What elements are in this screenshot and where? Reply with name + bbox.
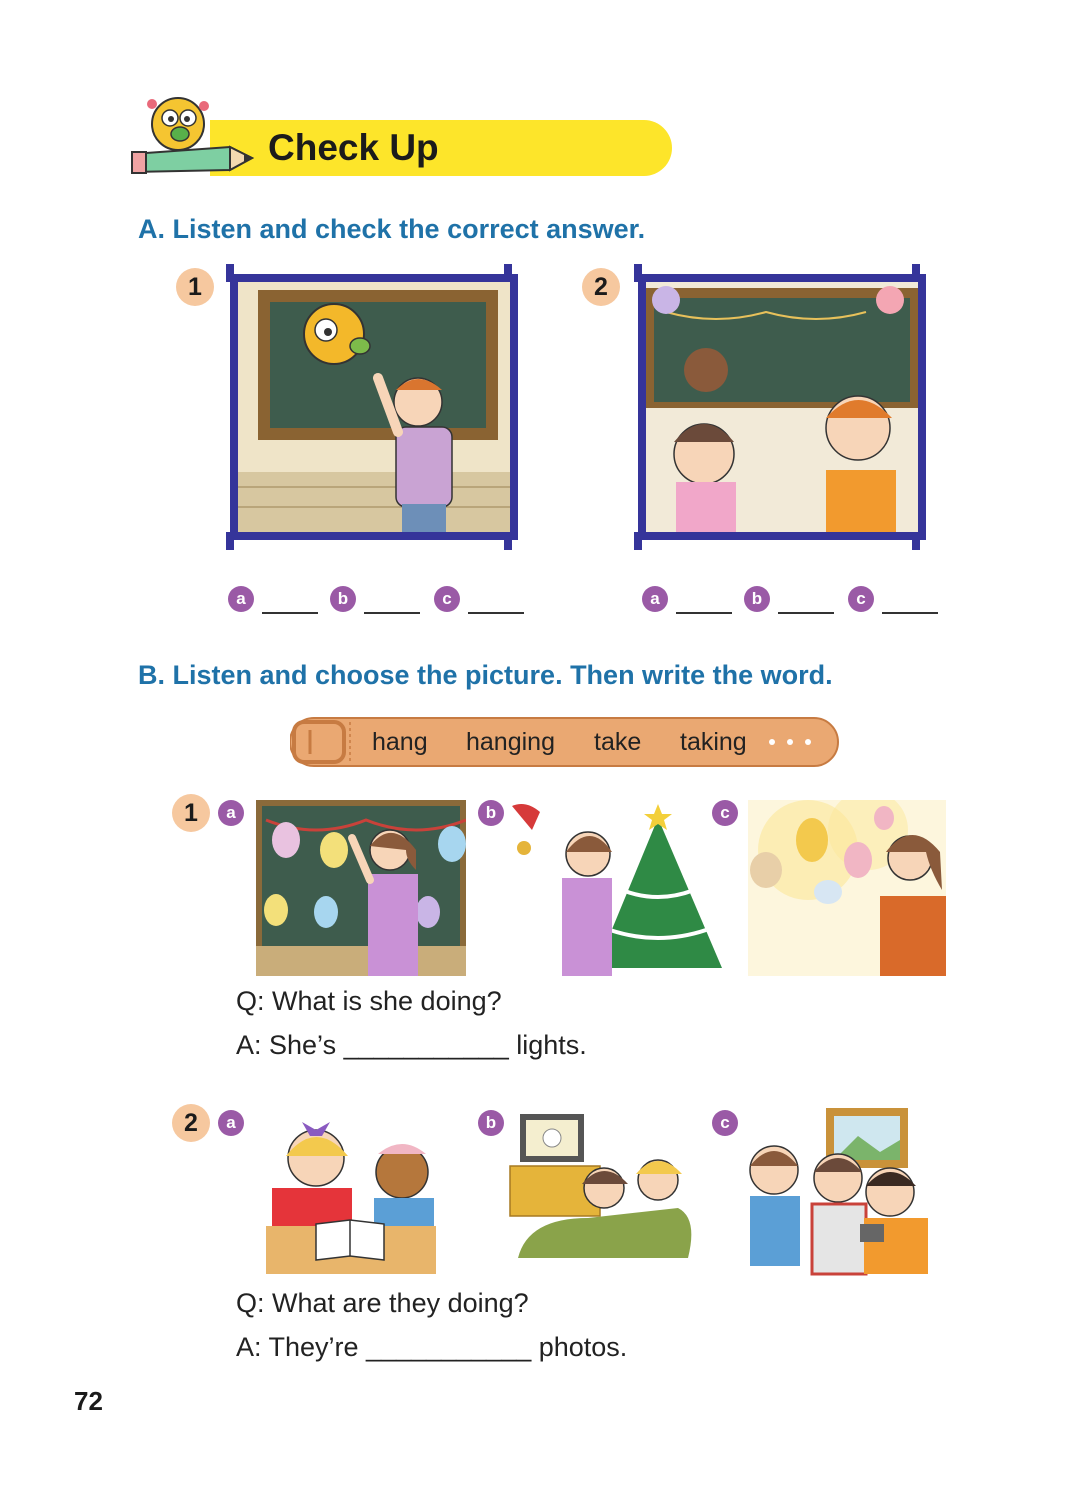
option-a-badge: a — [218, 800, 244, 826]
b1-picture-a[interactable] — [256, 800, 466, 976]
woman-decorating-tree-illustration — [512, 800, 724, 976]
answer-blank[interactable] — [262, 612, 318, 614]
frame-corner — [504, 532, 512, 550]
section-a-picture-1 — [230, 274, 518, 540]
woman-looking-at-lanterns-illustration — [748, 800, 946, 976]
section-a-heading: A. Listen and check the correct answer. — [138, 214, 646, 244]
frame-corner — [634, 532, 642, 550]
option-b-badge: b — [744, 586, 770, 612]
frame-corner — [912, 532, 920, 550]
classroom-boy-illustration — [238, 282, 510, 532]
answer-blank[interactable] — [468, 612, 524, 614]
section-b-question-1-number: 1 — [172, 794, 210, 832]
frame-corner — [912, 264, 920, 282]
page-title: Check Up — [268, 127, 439, 168]
b1-picture-b[interactable] — [512, 800, 724, 976]
b2-question: Q: What are they doing? — [236, 1288, 529, 1318]
frame-corner — [504, 264, 512, 282]
frame-corner — [634, 264, 642, 282]
option-b-badge: b — [478, 800, 504, 826]
option-c-badge: c — [712, 1110, 738, 1136]
answer-blank[interactable] — [778, 612, 834, 614]
b1-picture-c[interactable] — [748, 800, 946, 976]
option-c-badge: c — [848, 586, 874, 612]
word-bank-item: hanging — [466, 728, 555, 756]
option-b-badge: b — [478, 1110, 504, 1136]
option-b-badge: b — [330, 586, 356, 612]
b2-picture-a[interactable] — [262, 1108, 438, 1274]
word-bank-item: hang — [372, 728, 428, 756]
b2-picture-c[interactable] — [740, 1100, 940, 1276]
mascot-pencil-illustration — [130, 92, 260, 187]
section-a-picture-2 — [638, 274, 926, 540]
frame-corner — [226, 264, 234, 282]
section-a-item-2-number: 2 — [582, 268, 620, 306]
option-a-badge: a — [642, 586, 668, 612]
b2-picture-b[interactable] — [508, 1108, 702, 1274]
option-c-badge: c — [712, 800, 738, 826]
frame-corner — [226, 532, 234, 550]
section-b-heading: B. Listen and choose the picture. Then write the word. — [138, 660, 833, 690]
woman-hanging-balloons-illustration — [256, 800, 466, 976]
kids-watching-tv-illustration — [508, 1108, 702, 1274]
answer-blank[interactable] — [882, 612, 938, 614]
section-a-item-1-number: 1 — [176, 268, 214, 306]
kids-reading-book-illustration — [262, 1108, 438, 1274]
answer-blank[interactable] — [364, 612, 420, 614]
section-b-question-2-number: 2 — [172, 1104, 210, 1142]
option-a-badge: a — [228, 586, 254, 612]
word-bank-item: taking — [680, 728, 747, 756]
option-c-badge: c — [434, 586, 460, 612]
b1-question: Q: What is she doing? — [236, 986, 502, 1016]
word-bank-item: take — [594, 728, 642, 756]
b2-answer[interactable]: A: They’re ___________ photos. — [236, 1332, 628, 1362]
b1-answer[interactable]: A: She’s ___________ lights. — [236, 1030, 587, 1060]
classroom-kids-illustration — [646, 282, 918, 532]
answer-blank[interactable] — [676, 612, 732, 614]
option-a-badge: a — [218, 1110, 244, 1136]
page-number: 72 — [74, 1386, 103, 1416]
kids-taking-photos-illustration — [740, 1100, 940, 1276]
